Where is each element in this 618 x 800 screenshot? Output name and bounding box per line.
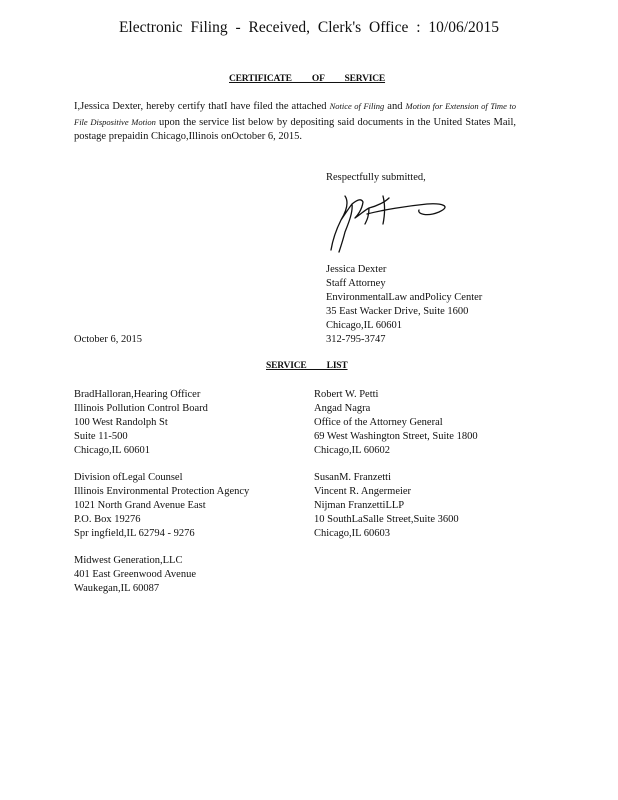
signer-title: Staff Attorney [326,278,386,289]
signature-date: October 6, 2015 [74,334,142,345]
recipient-line: Nijman FranzettiLLP [314,500,405,511]
filing-stamp-header: Electronic Filing - Received, Clerk's Office : 10/06/2015 [118,19,500,36]
signer-name: Jessica Dexter [326,264,387,275]
recipient-line: Office of the Attorney General [314,417,443,428]
recipient-line: Chicago,IL 60602 [314,445,391,456]
recipient-line: P.O. Box 19276 [74,514,141,525]
certificate-text-part1: I,Jessica Dexter, hereby certify thatI have filed the attached [74,101,330,112]
recipient-line: Midwest Generation,LLC [74,555,183,566]
recipient-block [314,471,459,541]
recipient-line: Chicago,IL 60603 [314,528,391,539]
recipient-block [314,388,478,458]
certificate-text-part2: and [384,101,406,112]
signature-image [327,188,457,258]
recipient-line: 1021 North Grand Avenue East [74,500,206,511]
service-list-heading: SERVICE LIST [266,361,348,371]
motion-title: Motion for Extension of Time to File Dispositive Motion [74,101,517,127]
recipient-line: Angad Nagra [314,403,371,414]
recipient-line: SusanM. Franzetti [314,472,391,483]
notice-of-filing-title: Notice of Filing [329,101,385,111]
recipient-line: Waukegan,IL 60087 [74,583,160,594]
recipient-block [74,554,196,596]
recipient-block [74,471,249,541]
recipient-line: Spr ingfield,IL 62794 - 9276 [74,528,195,539]
recipient-line: Vincent R. Angermeier [314,486,412,497]
certificate-text-part3: upon the service list below by depositing said documents in the United States Mail, postage prepaidin Chicago,Illinois onOctober 6, 2015. [74,116,516,142]
certificate-heading: CERTIFICATE OF SERVICE [229,74,386,84]
recipient-line: Suite 11-500 [74,431,128,442]
signer-block [326,263,482,347]
signer-phone: 312-795-3747 [326,334,386,345]
certificate-body [74,99,516,145]
signer-street: 35 East Wacker Drive, Suite 1600 [326,306,469,317]
signer-city: Chicago,IL 60601 [326,320,403,331]
closing-line: Respectfully submitted, [326,172,426,183]
recipient-block [74,388,208,458]
recipient-line: Robert W. Petti [314,389,379,400]
recipient-line: Chicago,IL 60601 [74,445,151,456]
recipient-line: Illinois Environmental Protection Agency [74,486,250,497]
recipient-line: 69 West Washington Street, Suite 1800 [314,431,478,442]
recipient-line: Division ofLegal Counsel [74,472,183,483]
recipient-line: BradHalloran,Hearing Officer [74,389,201,400]
recipient-line: 401 East Greenwood Avenue [74,569,196,580]
recipient-line: Illinois Pollution Control Board [74,403,208,414]
signer-organization: EnvironmentalLaw andPolicy Center [326,292,483,303]
recipient-line: 10 SouthLaSalle Street,Suite 3600 [314,514,459,525]
recipient-line: 100 West Randolph St [74,417,168,428]
